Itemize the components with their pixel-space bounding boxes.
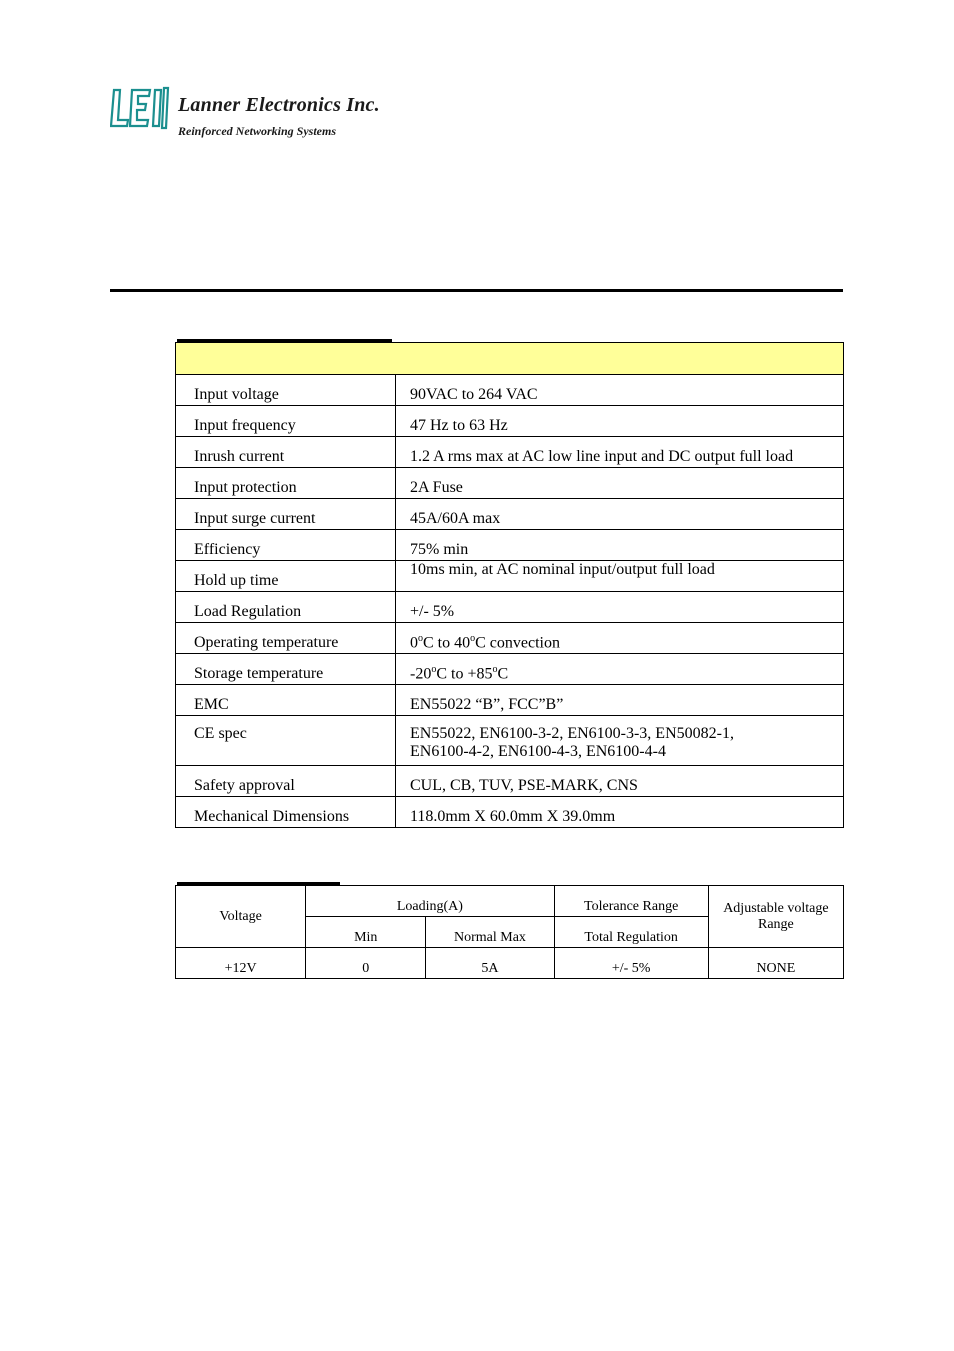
spec-value: CUL, CB, TUV, PSE-MARK, CNS: [396, 766, 844, 797]
spec-label: Hold up time: [176, 561, 396, 592]
output-spec-table: [175, 885, 844, 979]
table-row: [176, 561, 844, 592]
table-row: [176, 716, 844, 766]
spec-table-header-row: [176, 343, 844, 375]
company-name: Lanner Electronics Inc.: [178, 94, 380, 116]
company-tagline: Reinforced Networking Systems: [178, 124, 336, 138]
header-rule: [110, 289, 843, 292]
temp-value: 0: [410, 634, 418, 651]
spec-label: EMC: [176, 685, 396, 716]
table-row: [176, 437, 844, 468]
col-header-min: Min: [306, 917, 426, 948]
col-header-loading: Loading(A): [306, 886, 554, 917]
table-header-row: [176, 886, 844, 917]
spec-value: [396, 654, 844, 685]
table-row: [176, 592, 844, 623]
spec-label: Safety approval: [176, 766, 396, 797]
table-row: [176, 499, 844, 530]
temp-value: C: [497, 665, 509, 682]
lei-logo-icon: [110, 86, 172, 130]
col-header-tolerance: Tolerance Range: [554, 886, 708, 917]
col-header-adjustable: [708, 886, 843, 948]
spec-label: Input protection: [176, 468, 396, 499]
spec-value: [396, 623, 844, 654]
table-row: [176, 468, 844, 499]
spec-label: CE spec: [176, 716, 396, 766]
spec-value: [396, 716, 844, 766]
table-row: [176, 375, 844, 406]
spec-value: 2A Fuse: [396, 468, 844, 499]
spec-value: 10ms min, at AC nominal input/output full load: [396, 561, 844, 592]
table-row: [176, 948, 844, 979]
spec-value-line: EN55022, EN6100-3-2, EN6100-3-3, EN50082-1,: [410, 725, 734, 742]
col-header-line: Range: [758, 916, 794, 932]
degree-mark: o: [470, 632, 476, 644]
spec-label: Operating temperature: [176, 623, 396, 654]
degree-mark: o: [492, 663, 498, 675]
spec-value: 47 Hz to 63 Hz: [396, 406, 844, 437]
spec-label: Storage temperature: [176, 654, 396, 685]
table-row: [176, 685, 844, 716]
temp-value: -20: [410, 665, 432, 682]
col-header-total-regulation: Total Regulation: [554, 917, 708, 948]
table-row: [176, 797, 844, 828]
table-row: [176, 654, 844, 685]
spec-value: 75% min: [396, 530, 844, 561]
temp-value: C to +85: [436, 665, 493, 682]
spec-label: Efficiency: [176, 530, 396, 561]
spec-label: Input surge current: [176, 499, 396, 530]
table-row: [176, 530, 844, 561]
spec-value: EN55022 “B”, FCC”B”: [396, 685, 844, 716]
spec-label: Input frequency: [176, 406, 396, 437]
temp-value: C to 40: [423, 634, 471, 651]
cell-min: 0: [306, 948, 426, 979]
spec-value: 118.0mm X 60.0mm X 39.0mm: [396, 797, 844, 828]
table-row: [176, 766, 844, 797]
degree-mark: o: [418, 632, 423, 644]
spec-label: Load Regulation: [176, 592, 396, 623]
spec-label: Mechanical Dimensions: [176, 797, 396, 828]
cell-voltage: +12V: [176, 948, 306, 979]
temp-value: C convection: [475, 634, 560, 651]
cell-total-regulation: +/- 5%: [554, 948, 708, 979]
col-header-voltage: Voltage: [176, 886, 306, 948]
col-header-normal-max: Normal Max: [426, 917, 554, 948]
spec-label: Input voltage: [176, 375, 396, 406]
table-row: [176, 623, 844, 654]
cell-normal-max: 5A: [426, 948, 554, 979]
spec-value: 45A/60A max: [396, 499, 844, 530]
spec-value: 90VAC to 264 VAC: [396, 375, 844, 406]
cell-adjustable: NONE: [708, 948, 843, 979]
spec-table-header-cell: [176, 343, 844, 375]
spec-label: Inrush current: [176, 437, 396, 468]
company-logo: [110, 86, 410, 146]
degree-mark: o: [431, 663, 437, 675]
spec-value: 1.2 A rms max at AC low line input and DC output full load: [396, 437, 844, 468]
spec-value-line: EN6100-4-2, EN6100-4-3, EN6100-4-4: [410, 743, 666, 760]
spec-value: +/- 5%: [396, 592, 844, 623]
col-header-line: Adjustable voltage: [723, 900, 829, 916]
table-row: [176, 406, 844, 437]
input-spec-table: [175, 342, 844, 828]
